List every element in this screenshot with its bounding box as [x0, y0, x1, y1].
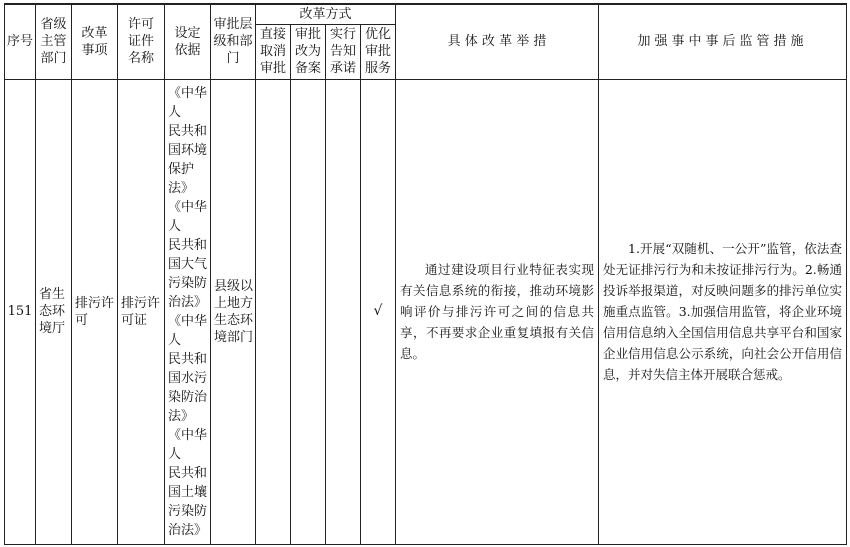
header-reform-methods: 改革方式	[256, 4, 396, 24]
header-seq: 序号	[5, 4, 36, 79]
cell-item: 排污许 可	[72, 79, 118, 544]
reform-table	[4, 3, 847, 545]
cell-method-optimize-check: √	[361, 79, 396, 544]
cell-basis: 《中华人 民共和 国环境 保护法》 《中华人 民共和 国大气 污染防 治法》 《中华人 民共和 国水污 染防治 法》 《中华人 民共和 国土壤 污染防 治法》	[165, 79, 211, 544]
cell-measures: 通过建设项目行业特征表实现有关信息系统的衔接，推动环境影响评价与排污许可之间的信息共享，不再要求企业重复填报有关信息。	[396, 79, 599, 544]
cell-method-promise	[326, 79, 361, 544]
header-method-record: 审批 改为 备案	[291, 24, 326, 79]
header-basis: 设定 依据	[165, 4, 211, 79]
header-dept: 省级 主管 部门	[36, 4, 72, 79]
header-license: 许可 证件 名称	[118, 4, 165, 79]
header-method-optimize: 优化 审批 服务	[361, 24, 396, 79]
cell-license: 排污许 可证	[118, 79, 165, 544]
header-supervision: 加强事中事后监管措施	[599, 4, 847, 79]
cell-dept: 省生 态环 境厅	[36, 79, 72, 544]
header-method-cancel: 直接 取消 审批	[256, 24, 291, 79]
table-row	[5, 79, 847, 544]
cell-level: 县级以 上地方 生态环 境部门	[211, 79, 256, 544]
header-method-promise: 实行 告知 承诺	[326, 24, 361, 79]
cell-supervision: 1.开展“双随机、一公开”监管，依法查处无证排污行为和未按证排污行为。2.畅通投诉举报渠道，对反映问题多的排污单位实施重点监管。3.加强信用监管，将企业环境信用信息纳入全国信用信息共享平台和国家企业信用信息公示系统，向社会公开信用信息，并对失信主体开展联合惩戒。	[599, 79, 847, 544]
cell-method-record	[291, 79, 326, 544]
header-measures: 具 体 改 革 举 措	[396, 4, 599, 79]
header-item: 改革 事项	[72, 4, 118, 79]
cell-method-cancel	[256, 79, 291, 544]
header-level: 审批层 级和部 门	[211, 4, 256, 79]
cell-seq: 151	[5, 79, 36, 544]
